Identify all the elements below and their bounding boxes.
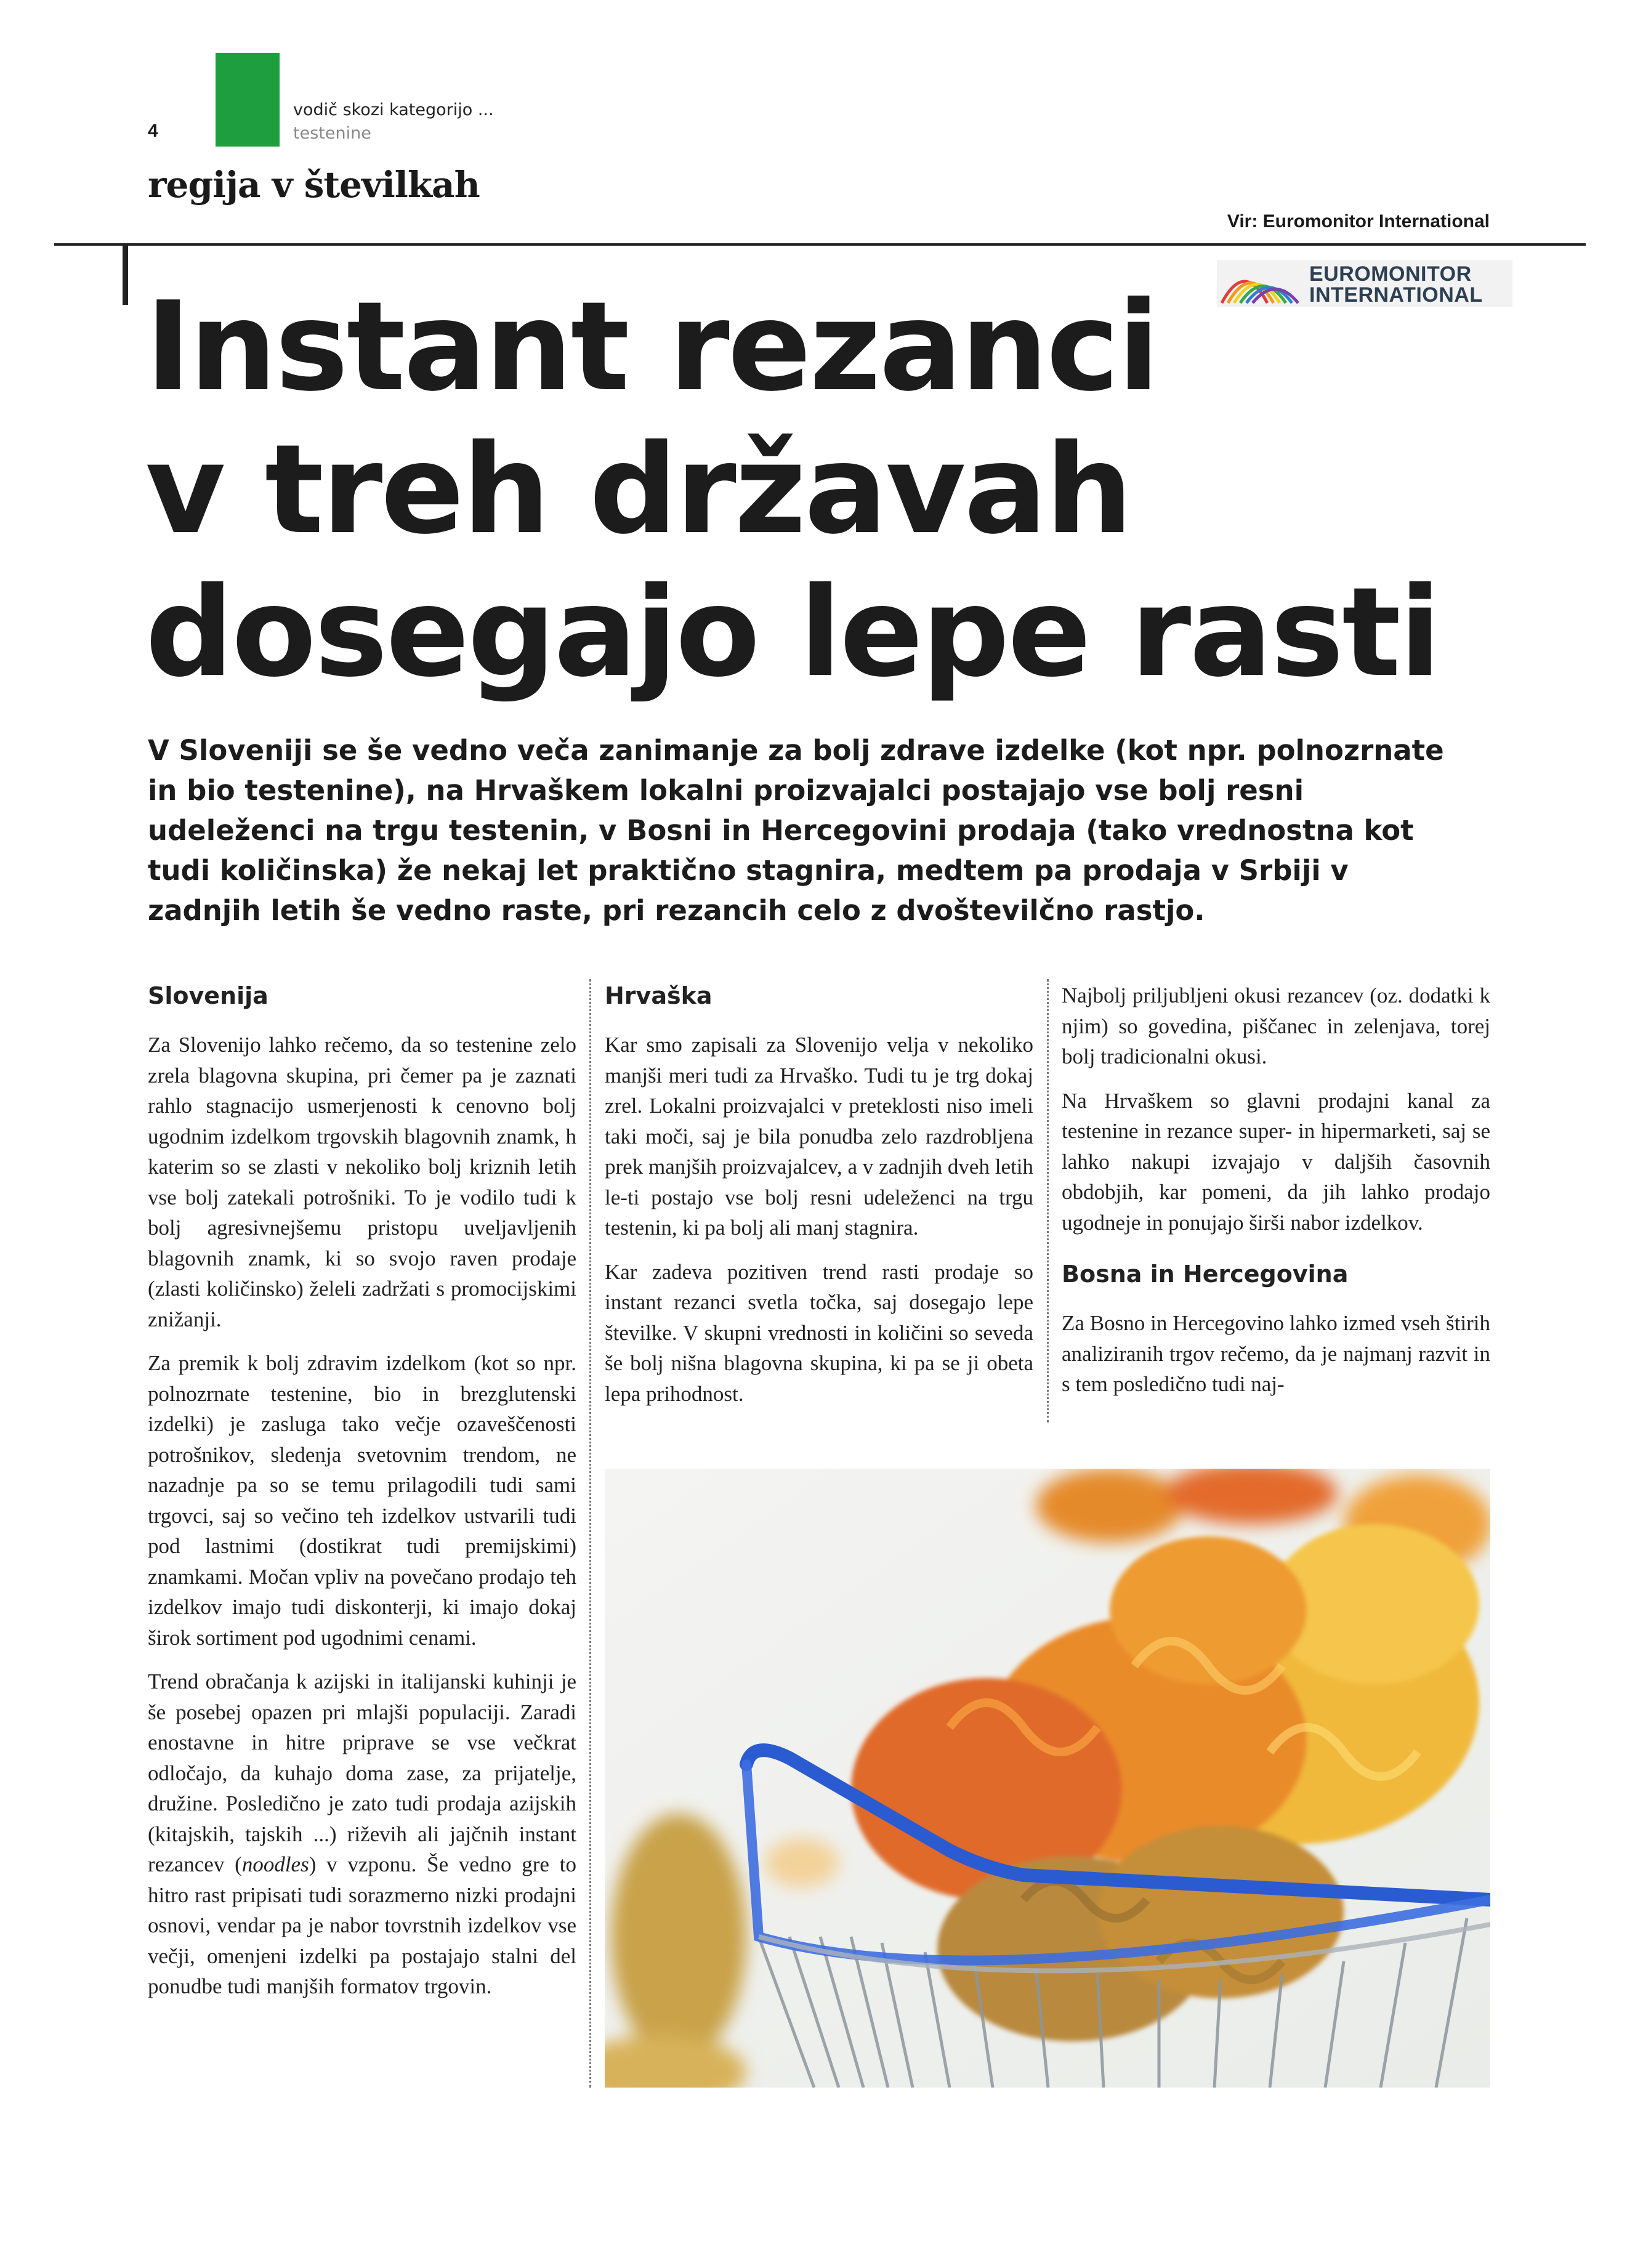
kicker-subcategory: testenine <box>293 124 371 143</box>
heading-bih: Bosna in Hercegovina <box>1062 1261 1349 1288</box>
page-number: 4 <box>148 121 158 141</box>
accent-block <box>216 53 280 147</box>
paragraph-text: ) v vzponu. Še vedno gre to hitro rast pripisati tudi sorazmerno nizki prodajni osnovi, vendar pa je nabor tovrstnih izdelkov vse večji, omenjeni izdelki pa postajajo stalni del ponudbe tudi manjših formatov trgovin. <box>148 1852 577 1998</box>
logo-line-1: EUROMONITOR <box>1309 262 1472 286</box>
pasta-basket-illustration <box>605 1469 1490 2088</box>
paragraph: Za Slovenijo lahko rečemo, da so testenine zelo zrela blagovna skupina, pri čemer pa je zaznati rahlo stagnacijo usmerjenosti k cenovno bolj ugodnim izdelkom trgovskih blagovnih znamk, h katerim so se zlasti v nekoliko bolj kriznih letih vse bolj zatekali potrošniki. To je vodilo tudi k bolj agresivnejšemu pristopu uveljavljenih blagovnih znamk, ki so svojo raven prodaje (zlasti količinsko) želeli zadržati s promocijskimi znižanji. <box>148 1033 576 1331</box>
column-slovenija <box>148 980 576 2016</box>
title-tick <box>123 243 128 305</box>
column-divider <box>589 979 591 2088</box>
paragraph: Na Hrvaškem so glavni prodajni kanal za testenine in rezance super- in hipermarketi, saj se lahko nakupi izvajajo v daljših časovnih obdobjih, kar pomeni, da jih lahko prodajo ugodneje in ponujajo širši nabor izdelkov. <box>1062 1088 1490 1235</box>
paragraph <box>148 1666 576 2002</box>
article-title <box>145 276 1439 704</box>
emphasis-noodles: noodles <box>241 1852 309 1876</box>
article-lead: V Sloveniji se še vedno veča zanimanje za bolj zdrave izdelke (kot npr. polnozrnate in bio testenine), na Hrvaškem lokalni proizvajalci postajajo vse bolj resni udeleženci na trgu testenin, v Bosni in Hercegovini prodaja (tako vrednostna kot tudi količinska) že nekaj let praktično stagnira, medtem pa prodaja v Srbiji v zadnjih letih še vedno raste, pri rezancih celo z dvoštevilčno rastjo. <box>148 734 1444 927</box>
section-title: regija v številkah <box>148 164 480 206</box>
heading-hrvaska: Hrvaška <box>605 982 713 1009</box>
title-line-1: Instant rezanci <box>145 275 1158 419</box>
heading-slovenija: Slovenija <box>148 982 268 1009</box>
paragraph-text: Trend obračanja k azijski in italijanski kuhinji je še posebej opazen pri mlajši populaciji. Zaradi enostavne in hitre priprave se vse večkrat odločajo, da kuhajo doma zase, za prijatelje, družine. Posledično je zato tudi prodaja azijskih (kitajskih, tajskih ...) riževih ali jajčnih instant rezancev ( <box>148 1669 576 1876</box>
paragraph: Za Bosno in Hercegovino lahko izmed vseh štirih analiziranih trgov rečemo, da je najmanj razvit in s tem posledično tudi naj- <box>1062 1311 1490 1396</box>
paragraph: Najbolj priljubljeni okusi rezancev (oz. dodatki k njim) so govedina, piščanec in zelenjava, torej bolj tradicionalni okusi. <box>1062 983 1490 1068</box>
kicker <box>293 99 494 145</box>
logo-line-2: INTERNATIONAL <box>1309 283 1483 307</box>
paragraph: Za premik k bolj zdravim izdelkom (kot so npr. polnozrnate testenine, bio in brezglutenski izdelki) je zasluga tako večje ozaveščenosti potrošnikov, sledenja svetovnim trendom, ne nazadnje pa so se temu prilagodili tudi sami trgovci, saj so večino teh izdelkov ustvarili tudi pod lastnimi (dostikrat tudi premijskimi) znamkami. Močan vpliv na povečano prodajo teh izdelkov imajo tudi diskonterji, ki imajo dokaj širok sortiment pod ugodnimi cenami. <box>148 1351 576 1650</box>
pasta-basket-photo <box>605 1469 1490 2088</box>
column-3 <box>1062 980 1490 1413</box>
title-line-2: v treh državah <box>145 418 1131 562</box>
paragraph: Kar zadeva pozitiven trend rasti prodaje so instant rezanci svetla točka, saj dosegajo lepe številke. V skupni vrednosti in količini so seveda še bolj nišna blagovna skupina, ki pa se ji obeta lepa prihodnost. <box>605 1259 1033 1406</box>
column-hrvaska <box>605 980 1033 1423</box>
kicker-category: vodič skozi kategorijo ... <box>293 100 494 119</box>
header-rule <box>54 243 1586 246</box>
paragraph: Kar smo zapisali za Slovenijo velja v nekoliko manjši meri tudi za Hrvaško. Tudi tu je trg dokaj zrel. Lokalni proizvajalci v preteklosti niso imeli taki moči, saj je bila ponudba zelo razdrobljena prek manjših proizvajalcev, a v zadnjih dveh letih le-ti postajo vse bolj resni udeleženci na trgu testenin, ki pa bolj ali manj stagnira. <box>605 1033 1033 1240</box>
title-line-3: dosegajo lepe rasti <box>145 561 1440 704</box>
source-credit: Vir: Euromonitor International <box>1227 211 1490 232</box>
column-divider <box>1047 979 1049 1423</box>
